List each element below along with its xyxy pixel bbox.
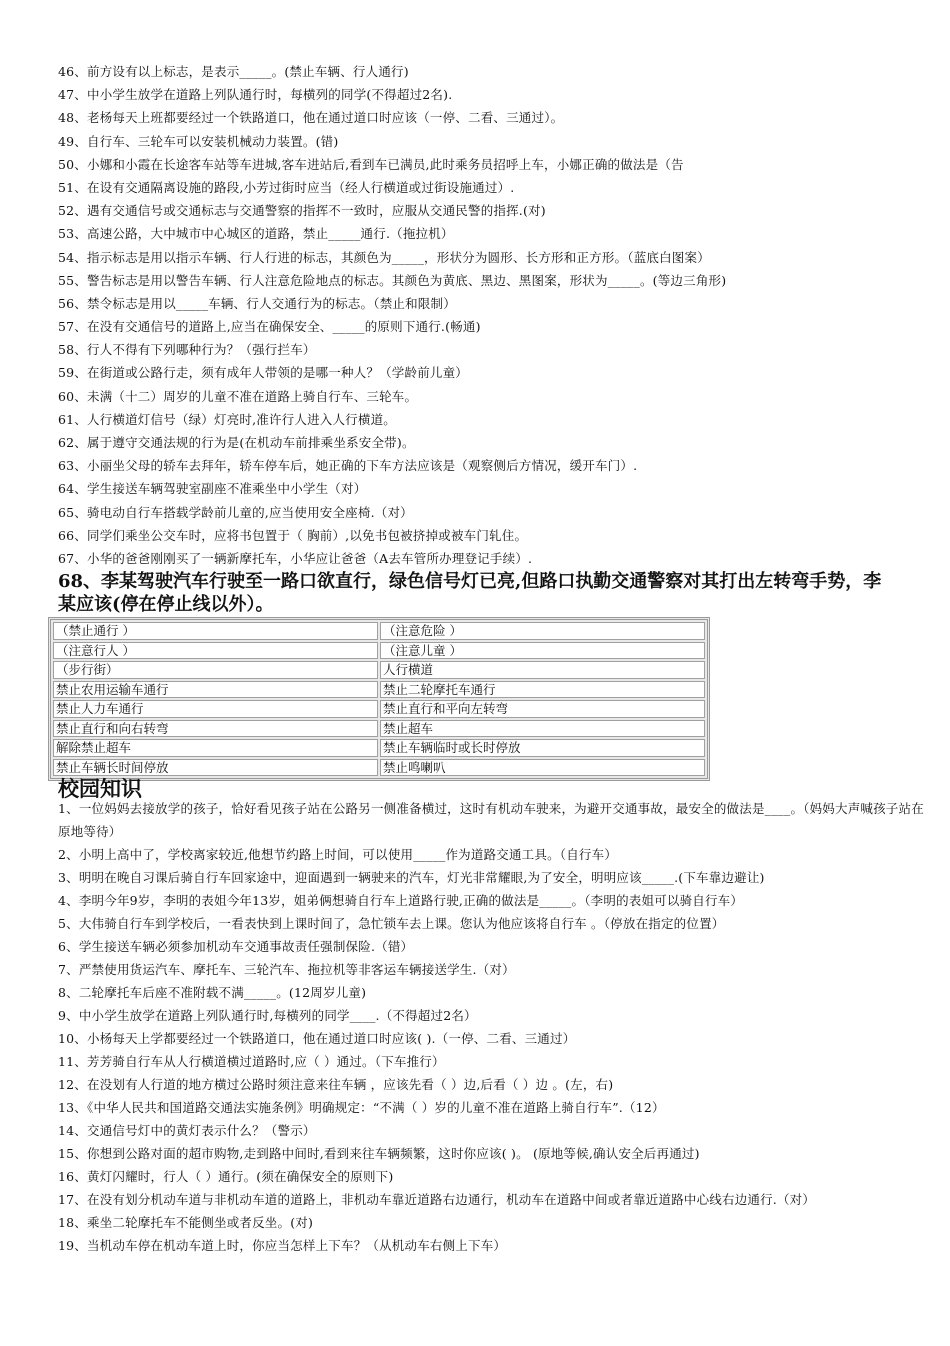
question-item: 53、高速公路，大中城市中心城区的道路，禁止_____通行.（拖拉机）: [58, 226, 454, 242]
table-cell: 禁止直行和向右转弯: [53, 720, 378, 738]
table-row: [53, 700, 705, 718]
question-item: 16、黄灯闪耀时，行人（ ）通行。(须在确保安全的原则下): [58, 1169, 394, 1184]
question-item: 18、乘坐二轮摩托车不能侧坐或者反坐。(对): [58, 1215, 314, 1230]
question-item: 57、在没有交通信号的道路上,应当在确保安全、_____的原则下通行.(畅通): [58, 319, 481, 335]
table-cell: 禁止超车: [380, 720, 705, 738]
table-cell: 禁止人力车通行: [53, 700, 378, 718]
table-cell: （步行街）: [53, 661, 378, 679]
question-item: 4、李明今年9岁，李明的表姐今年13岁，姐弟俩想骑自行车上道路行驶,正确的做法是_____。（李明的表姐可以骑自行车）: [58, 893, 744, 908]
question-item: 12、在没划有人行道的地方横过公路时须注意来往车辆 ，应该先看（ ）边,后看（ ）边 。(左，右): [58, 1077, 614, 1092]
table-cell: （注意儿童 ）: [380, 642, 705, 660]
question-item: 58、行人不得有下列哪种行为？（强行拦车）: [58, 342, 316, 358]
table-cell: 解除禁止超车: [53, 739, 378, 757]
question-list-campus: [58, 797, 928, 1257]
question-item: 55、警告标志是用以警告车辆、行人注意危险地点的标志。其颜色为黄底、黑边、黑图案，形状为_____。(等边三角形): [58, 272, 727, 288]
table-cell: 禁止直行和平向左转弯: [380, 700, 705, 718]
question-item: 10、小杨每天上学都要经过一个铁路道口，他在通过道口时应该( ).（一停、二看、三通过）: [58, 1031, 576, 1046]
table-cell: 人行横道: [380, 661, 705, 679]
question-item: 59、在街道或公路行走，须有成年人带领的是哪一种人？（学龄前儿童）: [58, 365, 469, 381]
table-cell: 禁止鸣喇叭: [380, 759, 705, 777]
question-item: 46、前方设有以上标志，是表示_____。(禁止车辆、行人通行): [58, 64, 409, 79]
question-item: 49、自行车、三轮车可以安装机械动力装置。(错): [58, 133, 339, 149]
question-item: 65、骑电动自行车搭载学龄前儿童的,应当使用安全座椅.（对）: [58, 504, 413, 520]
question-item: 17、在没有划分机动车道与非机动车道的道路上，非机动车靠近道路右边通行，机动车在道路中间或者靠近道路中心线右边通行.（对）: [58, 1192, 816, 1207]
table-row: [53, 681, 705, 699]
question-item: 9、中小学生放学在道路上列队通行时,每横列的同学____.（不得超过2名）: [58, 1008, 477, 1023]
question-list-top: [58, 60, 918, 570]
question-item: 66、同学们乘坐公交车时，应将书包置于（ 胸前）,以免书包被挤掉或被车门轧住。: [58, 527, 528, 543]
question-item: 62、属于遵守交通法规的行为是(在机动车前排乘坐系安全带)。: [58, 435, 415, 450]
table-row: [53, 720, 705, 738]
question-item: 50、小娜和小霞在长途客车站等车进城,客车进站后,看到车已满员,此时乘务员招呼上车，小娜正确的做法是（告: [58, 156, 684, 172]
question-item: 51、在设有交通隔离设施的路段,小芳过街时应当（经人行横道或过街设施通过）.: [58, 179, 515, 195]
question-item: 52、遇有交通信号或交通标志与交通警察的指挥不一致时，应服从交通民警的指挥.(对): [58, 203, 546, 219]
question-item: 19、当机动车停在机动车道上时，你应当怎样上下车？（从机动车右侧上下车）: [58, 1238, 507, 1253]
question-item: 8、二轮摩托车后座不准附载不满_____。(12周岁儿童): [58, 985, 367, 1000]
question-item: 61、人行横道灯信号（绿）灯亮时,准许行人进入人行横道。: [58, 411, 396, 427]
table-cell: （注意危险 ）: [380, 622, 705, 640]
question-item: 56、禁令标志是用以_____车辆、行人交通行为的标志。（禁止和限制）: [58, 295, 456, 311]
question-item: 6、学生接送车辆必须参加机动车交通事故责任强制保险.（错）: [58, 939, 414, 954]
question-item: 1、一位妈妈去接放学的孩子，恰好看见孩子站在公路另一侧准备横过，这时有机动车驶来，为避开交通事故，最安全的做法是____。（妈妈大声喊孩子站在原地等待）: [58, 801, 924, 839]
question-item: 13、《中华人民共和国道路交通法实施条例》明确规定：“不满（ ）岁的儿童不准在道路上骑自行车”.（12）: [58, 1100, 665, 1115]
table-cell: （注意行人 ）: [53, 642, 378, 660]
table-cell: 禁止车辆长时间停放: [53, 759, 378, 777]
table-cell: 禁止二轮摩托车通行: [380, 681, 705, 699]
question-item: 3、明明在晚自习课后骑自行车回家途中，迎面遇到一辆驶来的汽车，灯光非常耀眼,为了安全，明明应该_____.(下车靠边避让): [58, 870, 765, 885]
question-item: 5、大伟骑自行车到学校后，一看表快到上课时间了，急忙锁车去上课。您认为他应该将自行车 。（停放在指定的位置）: [58, 916, 725, 931]
table-cell: 禁止农用运输车通行: [53, 681, 378, 699]
question-item: 60、未满（十二）周岁的儿童不准在道路上骑自行车、三轮车。: [58, 388, 418, 404]
question-item: 64、学生接送车辆驾驶室副座不准乘坐中小学生（对）: [58, 481, 367, 497]
question-item: 7、严禁使用货运汽车、摩托车、三轮汽车、拖拉机等非客运车辆接送学生.（对）: [58, 962, 515, 977]
question-item: 15、你想到公路对面的超市购物,走到路中间时,看到来往车辆频繁，这时你应该( )。 (原地等候,确认安全后再通过): [58, 1146, 700, 1161]
question-item: 11、芳芳骑自行车从人行横道横过道路时,应（ ）通过。（下车推行）: [58, 1054, 445, 1069]
section-title: 校园知识: [58, 777, 142, 801]
table-cell: （禁止通行 ）: [53, 622, 378, 640]
question-item: 47、中小学生放学在道路上列队通行时，每横列的同学(不得超过2名).: [58, 87, 453, 103]
table-cell: 禁止车辆临时或长时停放: [380, 739, 705, 757]
question-68: 68、李某驾驶汽车行驶至一路口欲直行，绿色信号灯已亮,但路口执勤交通警察对其打出左转弯手势，李某应该(停在停止线以外）。: [58, 571, 882, 615]
table-row: [53, 642, 705, 660]
question-item: 48、老杨每天上班都要经过一个铁路道口，他在通过道口时应该（一停、二看、三通过）。: [58, 110, 564, 126]
question-item: 63、小丽坐父母的轿车去拜年，轿车停车后，她正确的下车方法应该是（观察侧后方情况，缓开车门）.: [58, 458, 638, 474]
question-item: 67、小华的爸爸刚刚买了一辆新摩托车，小华应让爸爸（A去车管所办理登记手续）.: [58, 550, 533, 566]
question-item: 14、交通信号灯中的黄灯表示什么？（警示）: [58, 1123, 316, 1138]
sign-table: [48, 617, 710, 781]
table-row: [53, 759, 705, 777]
table-row: [53, 622, 705, 640]
question-item: 54、指示标志是用以指示车辆、行人行进的标志，其颜色为_____，形状分为圆形、长方形和正方形。（蓝底白图案）: [58, 249, 710, 265]
question-item: 2、小明上高中了，学校离家较近,他想节约路上时间，可以使用_____作为道路交通工具。（自行车）: [58, 847, 618, 862]
table-row: [53, 661, 705, 679]
table-row: [53, 739, 705, 757]
